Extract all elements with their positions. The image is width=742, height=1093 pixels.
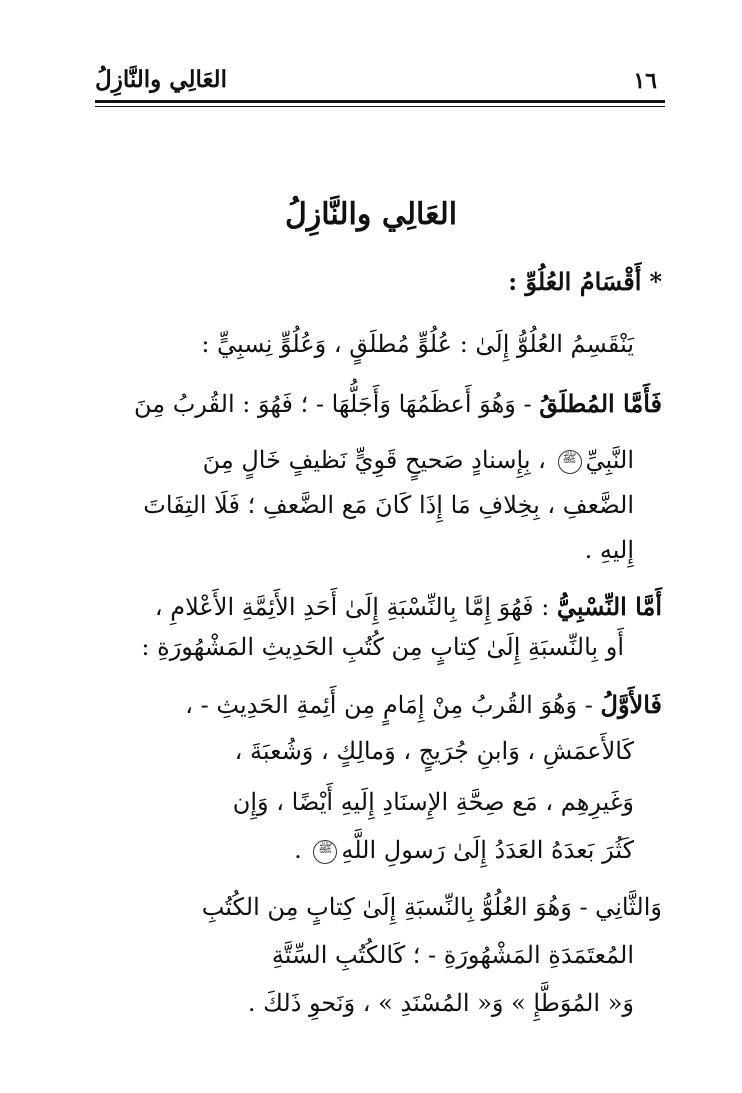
text-line-6-rest: : فَهُوَ إِمَّا بِالنِّسْبَةِ إِلَىٰ أَحَدِ الأَئِمَّةِ الأَعْلامِ ، (154, 593, 557, 621)
term-mutlaq: فَأَمَّا المُطلَقُ (539, 389, 662, 418)
header-rule-thick (95, 100, 665, 103)
running-title: العَالِي والنَّازِلُ (95, 66, 227, 93)
salawat-mark-2: ﷺ (313, 840, 337, 864)
header-rule-thin (95, 106, 665, 107)
page-header (95, 58, 665, 94)
text-line-8-rest: - وَهُوَ القُربُ مِنْ إِمَامٍ مِن أَئِمةِ الحَدِيثِ - ، (185, 691, 601, 719)
section-heading-line (508, 262, 662, 302)
text-line-2-rest: - وَهُوَ أَعظَمُهَا وَأَجَلُّهَا - ؛ فَهُوَ : القُربُ مِنَ (133, 390, 540, 418)
text-line-4: الضَّعفِ ، بِخِلافِ مَا إِذَا كَانَ مَع الضَّعفِ ؛ فَلَا التِفَاتَ (143, 491, 634, 519)
term-awwal: فَالأَوَّلُ (600, 690, 662, 719)
text-line-2 (134, 384, 662, 424)
text-line-7: أَو بِالنِّسبَةِ إِلَىٰ كِتابٍ مِن كُتُبِ الحَدِيثِ المَشْهُورَةِ : (141, 633, 624, 661)
text-line-3 (203, 440, 634, 480)
text-line-11 (294, 830, 634, 870)
page-number: ١٦ (633, 68, 657, 94)
text-line-10: وَغَيرِهِم ، مَع صِحَّةِ الإِسنَادِ إِلَيهِ أَيْضًا ، وَإِن (232, 788, 634, 816)
asterisk-bullet: * (649, 267, 662, 296)
text-line-5: إِليهِ . (584, 536, 634, 564)
text-line-3-pre: النَّبِيِّ (585, 446, 634, 474)
text-line-13: المُعتَمَدَةِ المَشْهُورَةِ - ؛ كَالكُتُبِ السِّتَّةِ (271, 941, 634, 969)
chapter-title: العَالِي والنَّازِلُ (284, 197, 458, 232)
text-line-9: كَالأَعمَشِ ، وَابنِ جُرَيجٍ ، وَمالِكٍ ، وَشُعبَةَ ، (234, 737, 634, 765)
text-line-12: وَالثَّانِي - وَهُوَ العُلُوُّ بِالنِّسبَةِ إِلَىٰ كِتابٍ مِن الكُتُبِ (201, 893, 662, 921)
text-line-1: يَنْقَسِمُ العُلُوُّ إِلَىٰ : عُلُوٍّ مُطلَقٍ ، وَعُلُوٍّ نِسبِيٍّ : (201, 330, 634, 358)
text-line-11-pre: كَثُرَ بَعدَهُ العَدَدُ إِلَىٰ رَسولِ اللَّهِ (341, 836, 634, 864)
section-heading: أَقْسَامُ العُلُوِّ : (508, 267, 642, 296)
text-line-8 (185, 685, 662, 725)
term-nisbi: أَمَّا النِّسْبِيُّ (556, 592, 662, 621)
salawat-mark: ﷺ (558, 450, 582, 474)
text-line-3-post: ، بِإِسنادٍ صَحيحٍ قَوِيٍّ نَظيفٍ خَالٍ مِنَ (202, 446, 554, 474)
text-line-11-post: . (294, 836, 310, 864)
text-line-6 (155, 587, 662, 627)
text-line-14: وَ« المُوَطَّإِ » وَ« المُسْنَدِ » ، وَنَحوِ ذَلكَ . (247, 989, 634, 1017)
